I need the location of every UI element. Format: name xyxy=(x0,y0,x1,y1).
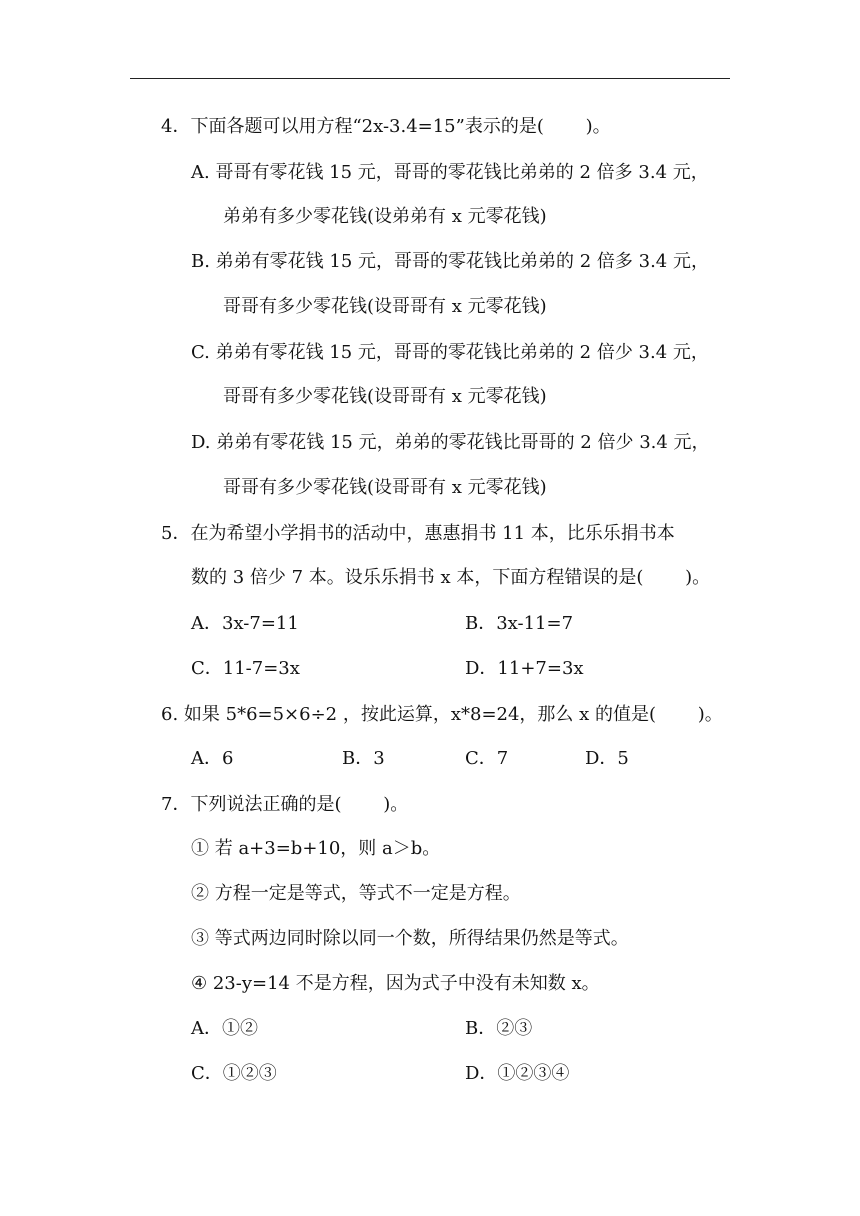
q5-stem-line1: 5．在为希望小学捐书的活动中，惠惠捐书 11 本，比乐乐捐书本 xyxy=(161,523,675,544)
q7-statement-4: ④ 23-y=14 不是方程，因为式子中没有未知数 x。 xyxy=(191,973,600,994)
q7-option-a: A．①② xyxy=(191,1018,258,1039)
q4-option-c-line1: C. 弟弟有零花钱 15 元，哥哥的零花钱比弟弟的 2 倍少 3.4 元， xyxy=(191,342,709,363)
q7-option-b: B．②③ xyxy=(465,1018,533,1039)
q4-stem: 4．下面各题可以用方程“2x-3.4=15”表示的是( )。 xyxy=(161,116,611,137)
header-rule xyxy=(130,78,730,79)
q5-stem-line2: 数的 3 倍少 7 本。设乐乐捐书 x 本，下面方程错误的是( )。 xyxy=(191,567,711,588)
q4-option-d-line2: 哥哥有多少零花钱(设哥哥有 x 元零花钱) xyxy=(223,477,547,498)
q6-option-a: A．6 xyxy=(191,748,234,769)
q7-stem: 7．下列说法正确的是( )。 xyxy=(161,794,409,815)
q6-stem: 6. 如果 5*6=5×6÷2 ，按此运算，x*8=24，那么 x 的值是( )。 xyxy=(161,704,723,725)
q4-option-a-line2: 弟弟有多少零花钱(设弟弟有 x 元零花钱) xyxy=(223,206,547,227)
q7-option-c: C．①②③ xyxy=(191,1063,277,1084)
q7-statement-1: ① 若 a+3=b+10，则 a＞b。 xyxy=(191,838,441,859)
q6-option-b: B．3 xyxy=(342,748,385,769)
q4-option-a-line1: A. 哥哥有零花钱 15 元，哥哥的零花钱比弟弟的 2 倍多 3.4 元， xyxy=(191,162,709,183)
q6-option-d: D．5 xyxy=(585,748,629,769)
q5-option-c: C．11-7=3x xyxy=(191,658,300,679)
q7-option-d: D．①②③④ xyxy=(465,1063,570,1084)
q4-option-d-line1: D. 弟弟有零花钱 15 元，弟弟的零花钱比哥哥的 2 倍少 3.4 元， xyxy=(191,432,710,453)
q6-option-c: C．7 xyxy=(465,748,509,769)
q7-statement-2: ② 方程一定是等式，等式不一定是方程。 xyxy=(191,883,521,904)
q4-option-b-line2: 哥哥有多少零花钱(设哥哥有 x 元零花钱) xyxy=(223,296,547,317)
q4-option-c-line2: 哥哥有多少零花钱(设哥哥有 x 元零花钱) xyxy=(223,386,547,407)
q4-option-b-line1: B. 弟弟有零花钱 15 元，哥哥的零花钱比弟弟的 2 倍多 3.4 元， xyxy=(191,251,709,272)
q5-option-a: A．3x-7=11 xyxy=(191,613,299,634)
q5-option-d: D．11+7=3x xyxy=(465,658,584,679)
q7-statement-3: ③ 等式两边同时除以同一个数，所得结果仍然是等式。 xyxy=(191,928,629,949)
q5-option-b: B．3x-11=7 xyxy=(465,613,574,634)
